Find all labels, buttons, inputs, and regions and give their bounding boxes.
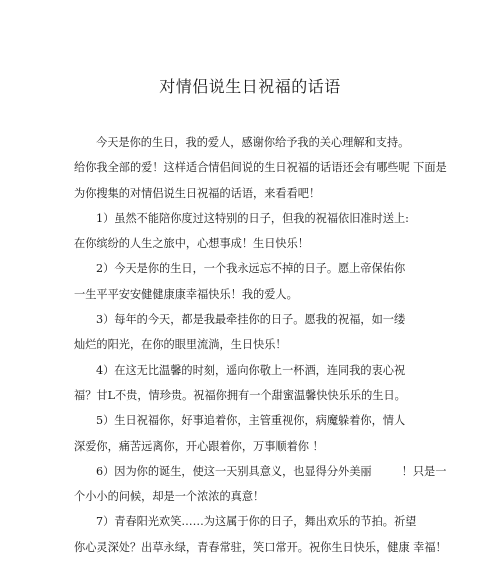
document-title: 对情侣说生日祝福的话语	[159, 77, 341, 96]
paragraph-line: 深爱你，痛苦远离你，开心跟着你，万事顺着你 ！	[74, 439, 324, 453]
paragraph-line: 福？甘L不贵，情珍贵。祝福你拥有一个甜蜜温馨快快乐乐的生日。	[74, 388, 406, 402]
paragraph-line: 3）每年的今天，都是我最牵挂你的日子。愿我的祝福，如一缕	[96, 313, 406, 327]
paragraph-line: 在你缤纷的人生之旅中，心想事成！生日快乐！	[74, 237, 309, 251]
paragraph-line: 个小小的问候，却是一个浓浓的真意！	[74, 490, 265, 504]
paragraph-line: 4）在这无比温馨的时刻，遥向你敬上一杯酒，连同我的衷心祝	[96, 363, 406, 377]
paragraph-line: 2）今天是你的生日，一个我永远忘不掉的日子。愿上帝保佑你	[96, 262, 406, 276]
paragraph-line: 6）因为你的诞生，使这一天别具意义，也显得分外美丽 ！只是一	[96, 464, 447, 478]
document-body	[74, 130, 447, 560]
paragraph-line: 灿烂的阳光，在你的眼里流淌，生日快乐！	[74, 338, 287, 352]
paragraph-line: 5）生日祝福你，好事追着你，主管重视你，病魔躲着你，情人	[96, 414, 406, 428]
paragraph-line: 7）青春阳光欢笑……为这属于你的日子，舞出欢乐的节拍。祈望	[96, 515, 417, 529]
paragraph-line: 给你我全部的爱！这样适合情侣间说的生日祝福的话语还会有哪些呢 下面是	[74, 161, 447, 175]
paragraph-line: 今天是你的生日，我的爱人，感谢你给予我的关心理解和支持。	[96, 136, 410, 149]
paragraph-line: 1）虽然不能陪你度过这特别的日子，但我的祝福依旧准时送上:	[96, 211, 409, 225]
paragraph-line: 一生平平安安健健康康幸福快乐！我的爱人。	[74, 287, 298, 301]
paragraph-line: 为你搜集的对情侣说生日祝福的话语，来看看吧！	[74, 186, 321, 200]
paragraph-line: 你心灵深处？出草永绿，青春常驻，笑口常开。祝你生日快乐，健康 幸福！	[74, 540, 447, 554]
